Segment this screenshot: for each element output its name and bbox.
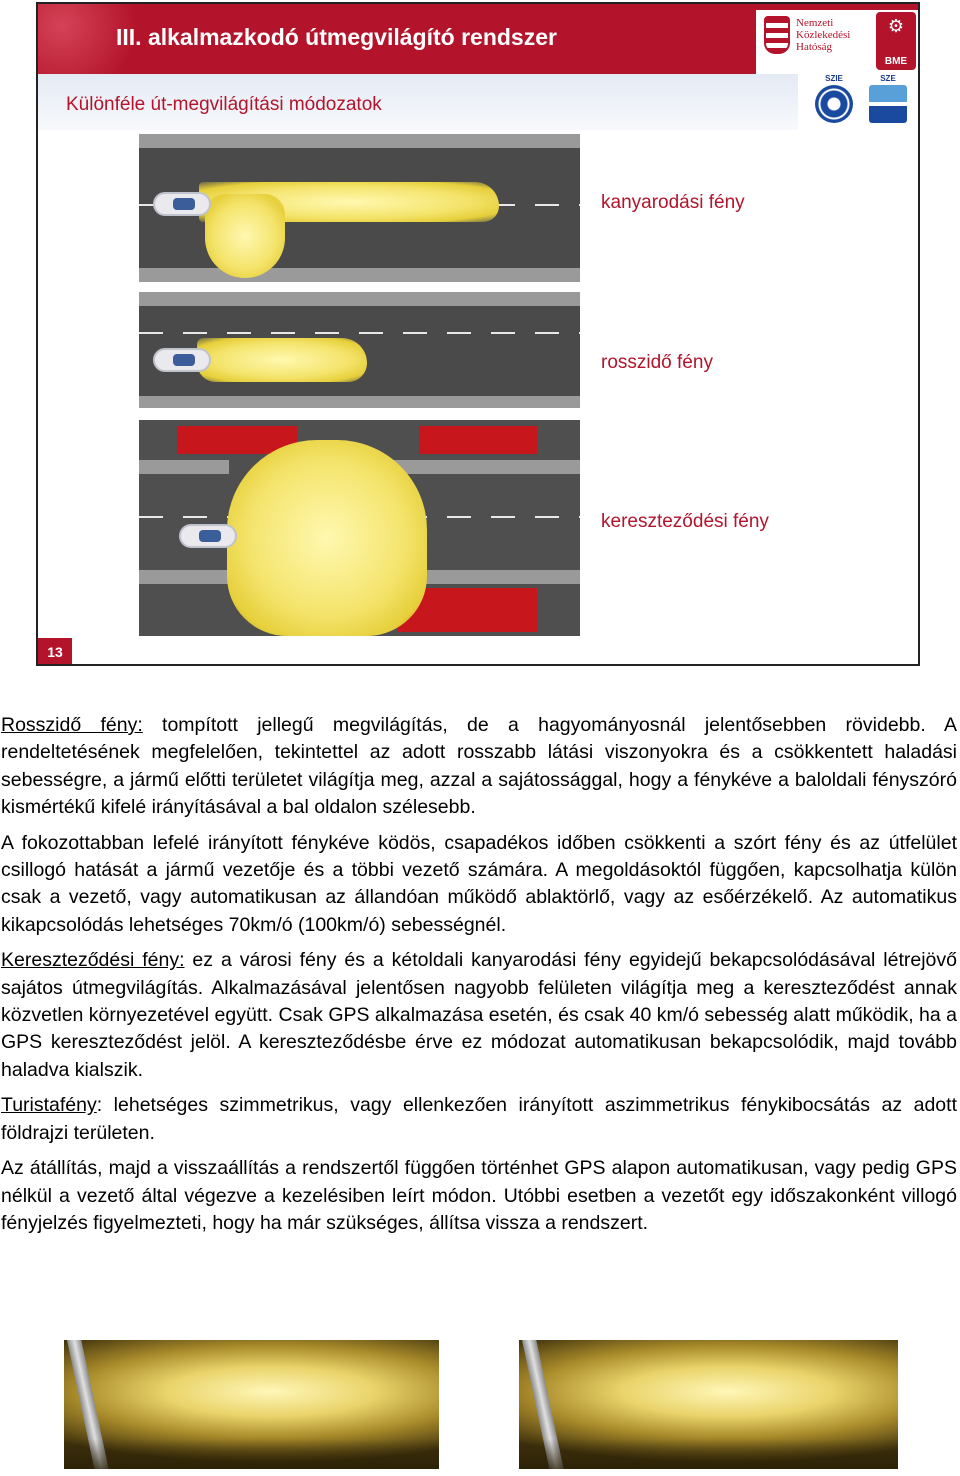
szie-logo	[810, 74, 858, 134]
intersection-panel	[139, 420, 580, 636]
cornering-light-panel	[139, 134, 580, 282]
beam-photo-right	[519, 1340, 898, 1469]
slide-image	[36, 2, 920, 666]
wave-logo-icon	[869, 85, 907, 123]
caption-cornering: kanyarodási fény	[601, 192, 745, 213]
slide-title: III. alkalmazkodó útmegvilágító rendszer	[116, 24, 557, 50]
paragraph-tourist	[1, 1092, 957, 1147]
car-icon	[179, 524, 237, 548]
intersection-beam	[227, 440, 427, 636]
beam-photo-left	[64, 1340, 439, 1469]
slide-subtitle: Különféle út-megvilágítási módozatok	[66, 94, 382, 115]
lane-marking	[139, 332, 580, 334]
bme-logo	[876, 12, 916, 70]
photo-shadow	[519, 1439, 898, 1469]
road-edge	[389, 460, 580, 474]
paragraph-text: : lehetséges szimmetrikus, vagy ellenkezően irányított aszimmetrikus fénykibocsátás az adott földrajzi területen.	[1, 1094, 957, 1144]
article-body	[1, 712, 957, 1245]
bme-logo-label: BME	[884, 56, 908, 67]
road-edge	[139, 396, 580, 408]
slide-header	[38, 4, 918, 74]
paragraph-switching: Az átállítás, majd a visszaállítás a rendszertől függően történhet GPS alapon automatikusan, vagy pedig GPS nélkül a vezető által végezve a kezelésiben leírt módon. Utóbbi esetben a vezetőt egy időszakonként villogó fényjelzés figyelmezteti, hogy ha már szükséges, állítsa vissza a rendszert.	[1, 1157, 957, 1234]
paragraph-text: ez a városi fény és a kétoldali kanyarodási fény egyidejű bekapcsolódásával létrejövő sajátos útmegvilágítás. Alkalmazásával jelentősen nagyobb felületen világítja meg a kereszteződést annak közvetlen környezetével együtt. Csak GPS alkalmazása esetén, és csak 40 km/ó sebesség alatt működik, ha a GPS kereszteződést jelöl. A kereszteződésbe érve ez módozat automatikusan bekapcsolódik, majd tovább haladva kialszik.	[1, 949, 957, 1081]
car-icon	[153, 348, 211, 372]
sze-logo	[864, 74, 912, 134]
caption-intersection: kereszteződési fény	[601, 511, 769, 532]
photo-shadow	[64, 1439, 439, 1469]
paragraph-bad-weather	[1, 712, 957, 822]
caption-bad-weather: rosszidő fény	[601, 352, 713, 373]
szie-logo-label: SZIE	[825, 74, 843, 83]
house-icon	[419, 426, 537, 454]
gear-logo-icon	[815, 85, 853, 123]
road-edge	[139, 134, 580, 148]
road-edge	[139, 570, 229, 584]
term-intersection: Kereszteződési fény:	[1, 949, 185, 972]
sze-logo-label: SZE	[880, 74, 896, 83]
term-tourist: Turistafény	[1, 1094, 97, 1117]
paragraph-bad-weather-details: A fokozottabban lefelé irányított fénykéve ködös, csapadékos időben csökkenti a szórt fény és az útfelület csillogó hatását a jármű vezetője és a többi vezető számára. A megoldásoktól függően, kapcsolhatja külön csak a vezető, vagy automatikusan az állandóan működő ablaktörlő, vagy az esőérzékelő. Az automatikus kikapcsolódás lehetséges 70km/ó (100km/ó) sebességnél.	[1, 831, 957, 936]
car-icon	[153, 192, 211, 216]
road-edge	[139, 460, 229, 474]
paragraph-intersection	[1, 947, 957, 1084]
page-number: 13	[38, 638, 72, 666]
corner-beam	[205, 194, 285, 278]
nkh-logo-text: Nemzeti Közlekedési Hatóság	[796, 17, 851, 53]
paragraph-text: tompított jellegű megvilágítás, de a hagyományosnál jelentősebben rövidebb. A rendeltetésének megfelelően, tekintettel az adott rosszabb látási viszonyokra és a csökkentett haladási sebességre, a jármű előtti területet világítja meg, azzal a sajátossággal, hogy a fénykéve a baloldali fényszóró kismértékű kifelé irányításával a bal oldalon szélesebb.	[1, 714, 957, 819]
term-bad-weather: Rosszidő fény:	[1, 714, 143, 736]
bad-weather-beam	[197, 338, 367, 382]
bme-emblem-icon: ⚙	[887, 16, 905, 36]
logo-box	[756, 10, 918, 74]
slide-footer	[38, 636, 918, 666]
bad-weather-panel	[139, 292, 580, 408]
road-edge	[139, 292, 580, 306]
road-edge	[139, 268, 580, 282]
hungarian-crest-icon	[764, 16, 790, 54]
